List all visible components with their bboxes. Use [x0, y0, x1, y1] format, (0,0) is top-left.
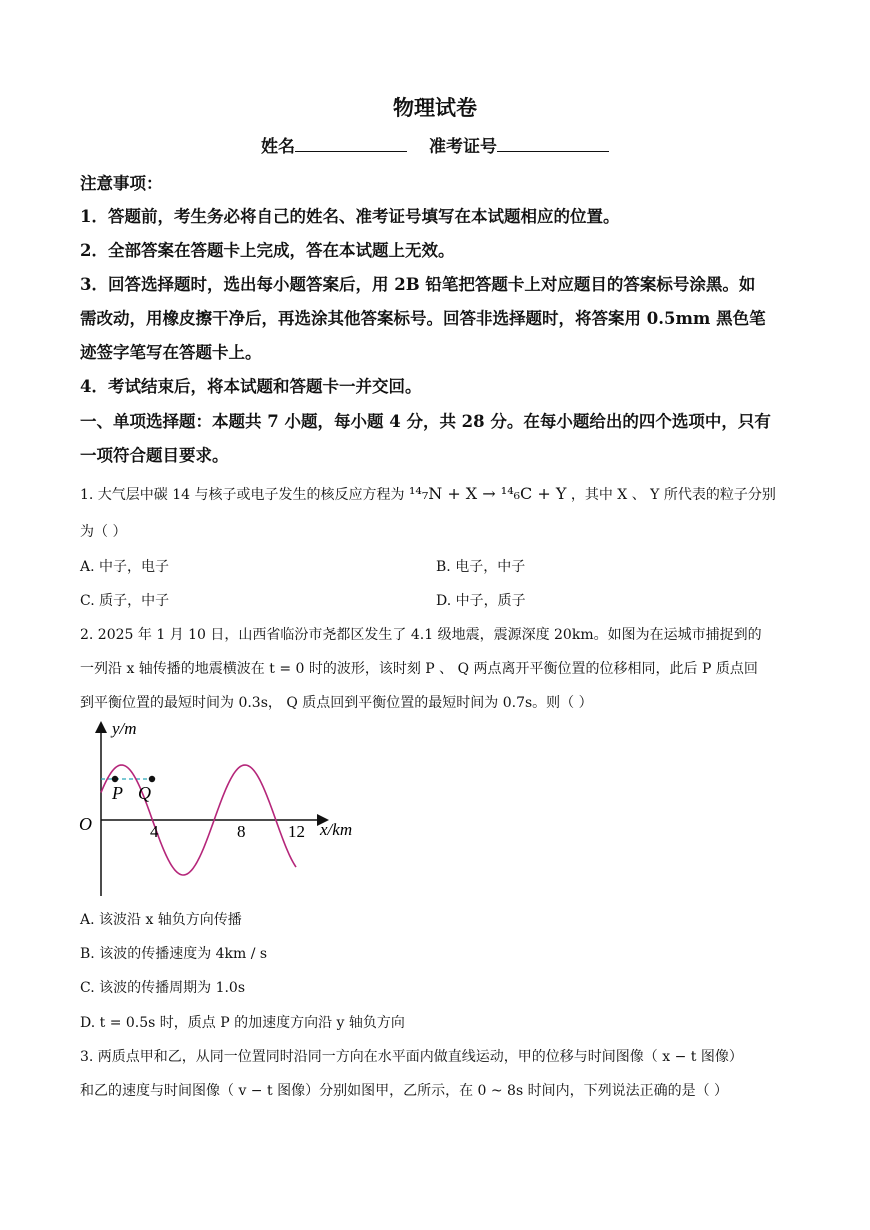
question-1-option-c[interactable]: C. 质子，中子 — [80, 593, 170, 609]
notes-heading: 注意事项： — [80, 174, 163, 193]
note-4: 4．考试结束后，将本试题和答题卡一并交回。 — [80, 377, 422, 396]
exam-id-blank — [497, 135, 609, 152]
name-blank — [295, 135, 407, 152]
tick-label-12: 12 — [288, 822, 305, 841]
question-3-line-1: 3. 两质点甲和乙，从同一位置同时沿同一方向在水平面内做直线运动，甲的位移与时间图像（ x − t 图像） — [80, 1049, 743, 1065]
question-1-option-d[interactable]: D. 中子，质子 — [436, 593, 526, 609]
section-1-instructions-line-1: 一、单项选择题：本题共 7 小题，每小题 4 分，共 28 分。在每小题给出的四个选项中，只有 — [80, 412, 771, 431]
section-1-instructions-line-2: 一项符合题目要求。 — [80, 446, 229, 465]
question-1-option-a[interactable]: A. 中子，电子 — [80, 559, 170, 575]
question-2-line-1: 2. 2025 年 1 月 10 日，山西省临汾市尧都区发生了 4.1 级地震，震源深度 20km。如图为在运城市捕捉到的 — [80, 627, 762, 643]
question-1-line-1 — [80, 484, 776, 504]
note-3-line-1: 3．回答选择题时，选出每小题答案后，用 2B 铅笔把答题卡上对应题目的答案标号涂黑。如 — [80, 275, 756, 294]
student-info-fields — [0, 132, 870, 157]
point-p — [112, 776, 118, 782]
question-1-line-2: 为（ ） — [80, 524, 127, 540]
question-2-option-c[interactable]: C. 该波的传播周期为 1.0s — [80, 980, 246, 996]
note-2: 2．全部答案在答题卡上完成，答在本试题上无效。 — [80, 241, 455, 260]
origin-label: O — [79, 814, 92, 834]
point-q — [149, 776, 155, 782]
name-label: 姓名 — [261, 137, 296, 157]
y-axis-label: y/m — [112, 719, 137, 738]
page-title: 物理试卷 — [393, 95, 477, 120]
tick-label-8: 8 — [237, 822, 246, 841]
question-2-option-d[interactable]: D. t = 0.5s 时，质点 P 的加速度方向沿 y 轴负方向 — [80, 1015, 405, 1031]
exam-id-label: 准考证号 — [428, 137, 497, 157]
point-q-label: Q — [138, 783, 151, 803]
question-1-option-b[interactable]: B. 电子，中子 — [436, 559, 526, 575]
wave-graph — [70, 712, 370, 904]
question-1-equation: ¹⁴₇N + X → ¹⁴₆C + Y — [408, 484, 567, 503]
x-axis-label: x/km — [320, 820, 353, 839]
note-3-line-3: 迹签字笔写在答题卡上。 — [80, 343, 262, 362]
question-2-option-a[interactable]: A. 该波沿 x 轴负方向传播 — [80, 912, 242, 928]
note-1: 1．答题前，考生务必将自己的姓名、准考证号填写在本试题相应的位置。 — [80, 207, 620, 226]
point-p-label: P — [112, 783, 123, 803]
question-3-line-2: 和乙的速度与时间图像（ v − t 图像）分别如图甲，乙所示，在 0 ~ 8s 时间内，下列说法正确的是（ ） — [80, 1083, 729, 1099]
tick-label-4: 4 — [150, 822, 159, 841]
note-3-line-2: 需改动，用橡皮擦干净后，再选涂其他答案标号。回答非选择题时，将答案用 0.5mm 黑色笔 — [80, 309, 766, 328]
question-1-suffix: ，其中 X 、 Y 所代表的粒子分别 — [570, 487, 776, 503]
question-2-option-b[interactable]: B. 该波的传播速度为 4km / s — [80, 946, 268, 962]
question-2-line-3: 到平衡位置的最短时间为 0.3s， Q 质点回到平衡位置的最短时间为 0.7s。则（ ） — [80, 695, 593, 711]
question-2-line-2: 一列沿 x 轴传播的地震横波在 t = 0 时的波形，该时刻 P 、 Q 两点离开平衡位置的位移相同，此后 P 质点回 — [80, 661, 758, 677]
question-1-prefix: 1. 大气层中碳 14 与核子或电子发生的核反应方程为 — [80, 487, 405, 503]
